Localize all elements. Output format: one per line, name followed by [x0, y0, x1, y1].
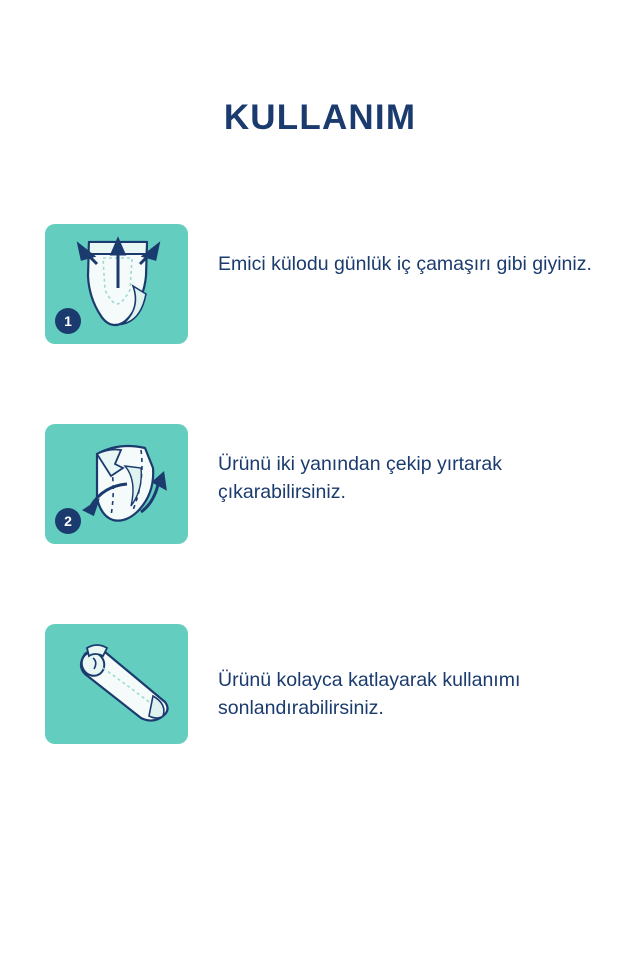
- step-item: [45, 424, 605, 544]
- step-illustration-2: [45, 424, 188, 544]
- step-item: [45, 224, 605, 344]
- step-item: [45, 624, 605, 744]
- step-number-badge: 2: [55, 508, 81, 534]
- step-illustration-1: [45, 224, 188, 344]
- step-illustration-3: [45, 624, 188, 744]
- step-number-badge: 1: [55, 308, 81, 334]
- step-text: Ürünü kolayca katlayarak kullanımı sonlandırabilirsiniz.: [218, 669, 521, 720]
- step-text: Ürünü iki yanından çekip yırtarak çıkarabilirsiniz.: [218, 453, 502, 504]
- page-title: KULLANIM: [223, 98, 417, 137]
- rolled-up-product-icon: [45, 624, 188, 744]
- step-text: Emici külodu günlük iç çamaşırı gibi giyiniz.: [218, 253, 592, 275]
